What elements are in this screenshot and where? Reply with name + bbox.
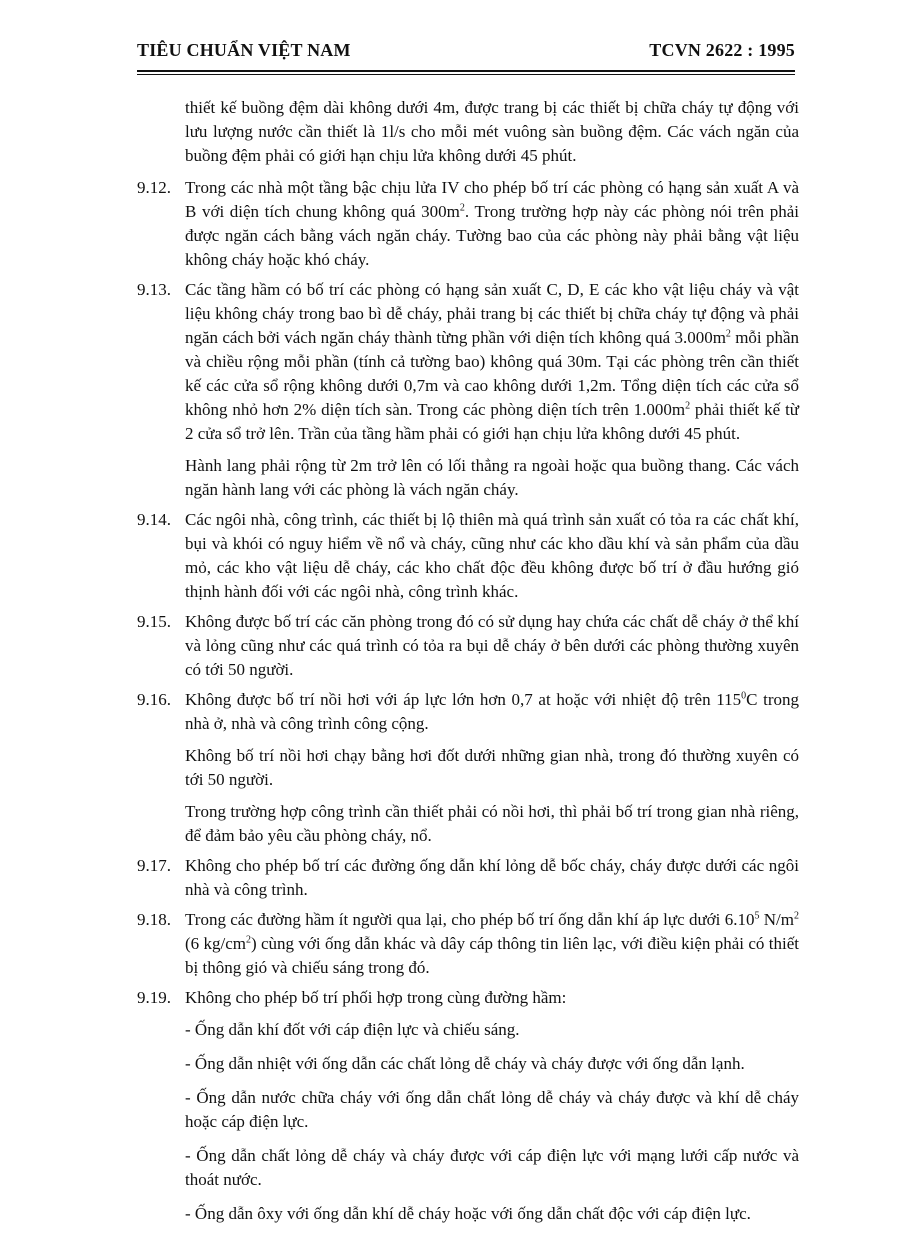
section-9-19: [137, 986, 799, 1236]
section-paragraph: Không được bố trí nồi hơi với áp lực lớn hơn 0,7 at hoặc với nhiệt độ trên $115^0C$ trong nhà ở, nhà và công trình công cộng.: [185, 690, 799, 733]
section-9-17: [137, 854, 799, 902]
section-9-16: [137, 688, 799, 848]
section-number: 9.15.: [137, 612, 171, 631]
header-title: TIÊU CHUẨN VIỆT NAM: [137, 40, 351, 60]
document-body: [137, 96, 799, 1242]
section-paragraph: Trong trường hợp công trình cần thiết phải có nồi hơi, thì phải bố trí trong gian nhà riêng, để đảm bảo yêu cầu phòng cháy, nổ.: [185, 802, 799, 845]
list-item: - Ống dẫn ôxy với ống dẫn khí dễ cháy hoặc với ống dẫn chất độc với cáp điện lực.: [185, 1204, 751, 1223]
header-rule-thin: [137, 74, 795, 75]
section-number: 9.13.: [137, 280, 171, 299]
page-header: [137, 40, 795, 61]
section-paragraph: Không cho phép bố trí phối hợp trong cùng đường hầm:: [185, 988, 567, 1007]
section-number: 9.16.: [137, 690, 171, 709]
section-9-18: [137, 908, 799, 980]
section-number: 9.19.: [137, 988, 171, 1007]
section-paragraph: Các tầng hầm có bố trí các phòng có hạng sản xuất C, D, E các kho vật liệu cháy và vật liệu không cháy trong bao bì dễ cháy, phải trang bị các thiết bị chữa cháy tự động và phải ngăn cách bởi vách ngăn cháy thành từng phần với diện tích không quá $3.000m^2$ mỗi phần và chiều rộng mỗi phần (tính cả tường bao) không quá 30m. Tại các phòng trên cần thiết kế các cửa sổ rộng không dưới 0,7m và cao không dưới 1,2m. Tổng diện tích các cửa sổ không nhỏ hơn 2% diện tích sàn. Trong các phòng diện tích trên $1.000m^2$ phải thiết kế từ 2 cửa sổ trở lên. Trần của tầng hầm phải có giới hạn chịu lửa không dưới 45 phút.: [185, 280, 800, 443]
list-item: - Ống dẫn nước chữa cháy với ống dẫn chất lỏng dễ cháy và cháy được và khí dễ cháy hoặc cáp điện lực.: [185, 1088, 799, 1131]
list-item: - Ống dẫn khí đốt với cáp điện lực và chiếu sáng.: [185, 1020, 520, 1039]
section-paragraph: Các ngôi nhà, công trình, các thiết bị lộ thiên mà quá trình sản xuất có tỏa ra các chất khí, bụi và khói có nguy hiểm về nổ và cháy, cũng như các kho dầu khí và sản phẩm của dầu mỏ, các kho vật liệu dễ cháy, các kho chất độc đều không được bố trí ở đầu hướng gió thịnh hành đối với các ngôi nhà, công trình khác.: [185, 510, 799, 601]
section-number: 9.17.: [137, 856, 171, 875]
list-item: - Ống dẫn chất lỏng dễ cháy và cháy được với cáp điện lực với mạng lưới cấp nước và thoát nước.: [185, 1146, 799, 1189]
section-paragraph: Trong các nhà một tầng bậc chịu lửa IV cho phép bố trí các phòng có hạng sản xuất A và B với diện tích chung không quá $300m^2$. Trong trường hợp này các phòng nói trên phải được ngăn cách bằng vách ngăn cháy. Tường bao của các phòng này phải bằng vật liệu không cháy hoặc khó cháy.: [185, 178, 799, 269]
section-number: 9.18.: [137, 910, 171, 929]
section-paragraph: Không bố trí nồi hơi chạy bằng hơi đốt dưới những gian nhà, trong đó thường xuyên có tới 50 người.: [185, 746, 799, 789]
section-number: 9.12.: [137, 178, 171, 197]
section-9-15: [137, 610, 799, 682]
section-9-12: [137, 176, 799, 272]
section-paragraph: Không được bố trí các căn phòng trong đó có sử dụng hay chứa các chất dễ cháy ở thể khí và lỏng cũng như các quá trình có tỏa ra bụi dễ cháy ở bên dưới các phòng thường xuyên có tới 50 người.: [185, 612, 799, 679]
section-paragraph: Hành lang phải rộng từ 2m trở lên có lối thẳng ra ngoài hoặc qua buồng thang. Các vách ngăn hành lang với các phòng là vách ngăn cháy.: [185, 456, 799, 499]
intro-paragraph: thiết kế buồng đệm dài không dưới 4m, được trang bị các thiết bị chữa cháy tự động với lưu lượng nước cần thiết là 1l/s cho mỗi mét vuông sàn buồng đệm. Các vách ngăn của buồng đệm phải có giới hạn chịu lửa không dưới 45 phút.: [185, 98, 799, 165]
header-standard-code: TCVN 2622 : 1995: [649, 40, 795, 60]
header-rule-thick: [137, 70, 795, 72]
list-item: - Ống dẫn nhiệt với ống dẫn các chất lỏng dễ cháy và cháy được với ống dẫn lạnh.: [185, 1054, 745, 1073]
section-9-14: [137, 508, 799, 604]
section-paragraph: Trong các đường hầm ít người qua lại, cho phép bố trí ống dẫn khí áp lực dưới 6.10$^5$ $N/m^2$ (6 $kg/cm^2$) cùng với ống dẫn khác và dây cáp thông tin liên lạc, với điều kiện phải có thiết bị thông gió và chiếu sáng trong đó.: [185, 910, 800, 977]
section-number: 9.14.: [137, 510, 171, 529]
section-paragraph: Không cho phép bố trí các đường ống dẫn khí lỏng dễ bốc cháy, cháy được dưới các ngôi nhà và công trình.: [185, 856, 799, 899]
section-9-13: [137, 278, 799, 502]
